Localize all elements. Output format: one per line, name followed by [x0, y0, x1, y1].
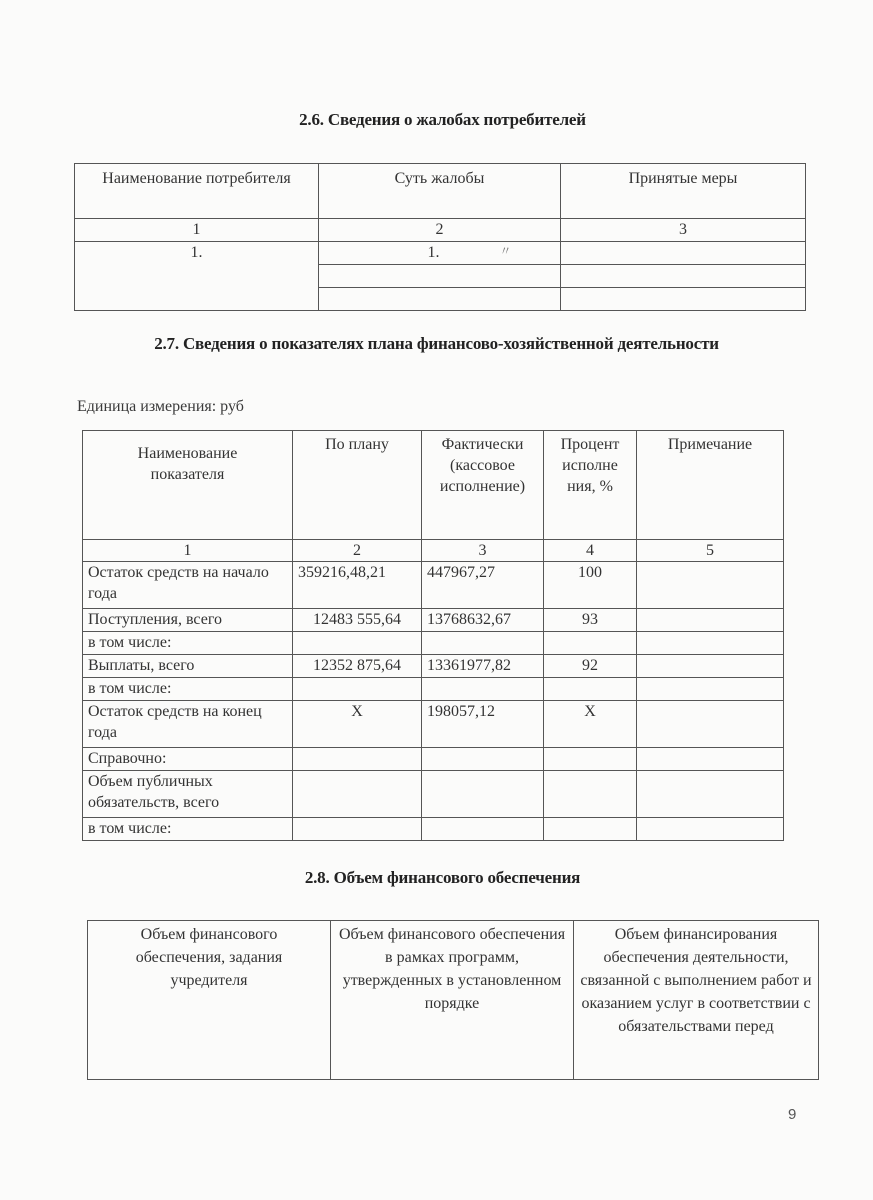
- header-plan: По плану: [293, 431, 422, 540]
- actual-value: [422, 748, 544, 771]
- financial-plan-table: [82, 430, 784, 841]
- complaint-cell: [319, 288, 561, 311]
- table-row: [83, 609, 784, 632]
- complaint-cell: [319, 242, 561, 265]
- percent-value: [544, 818, 637, 841]
- page-number: 9: [788, 1106, 797, 1123]
- plan-value: [293, 748, 422, 771]
- indicator-name: Остаток средств на начало года: [83, 562, 293, 609]
- indicator-name: Выплаты, всего: [83, 655, 293, 678]
- header-founder-task-volume: Объем финансового обеспечения, задания учредителя: [88, 921, 331, 1080]
- indicator-name: Объем публичных обязательств, всего: [83, 771, 293, 818]
- percent-value: 93: [544, 609, 637, 632]
- header-note: Примечание: [637, 431, 784, 540]
- header-measures: Принятые меры: [561, 164, 806, 219]
- plan-value: 359216,48,21: [293, 562, 422, 609]
- note-value: [637, 562, 784, 609]
- table-row: [83, 818, 784, 841]
- indicator-name: Поступления, всего: [83, 609, 293, 632]
- note-value: [637, 632, 784, 655]
- plan-value: X: [293, 701, 422, 748]
- actual-value: 447967,27: [422, 562, 544, 609]
- note-value: [637, 701, 784, 748]
- column-number-row: [83, 540, 784, 562]
- complaint-cell: [319, 265, 561, 288]
- table-row: [83, 632, 784, 655]
- unit-label: Единица измерения: руб: [77, 398, 244, 415]
- table-header-row: [83, 431, 784, 540]
- percent-value: [544, 632, 637, 655]
- actual-value: [422, 678, 544, 701]
- section-2-6-title: 2.6. Сведения о жалобах потребителей: [299, 110, 586, 129]
- percent-value: 100: [544, 562, 637, 609]
- table-row: [83, 701, 784, 748]
- header-actual: Фактически (кассовое исполнение): [422, 431, 544, 540]
- percent-value: X: [544, 701, 637, 748]
- complaints-table: [74, 163, 806, 311]
- header-complaint: Суть жалобы: [319, 164, 561, 219]
- note-value: [637, 748, 784, 771]
- table-row: [83, 562, 784, 609]
- table-row: [83, 748, 784, 771]
- measures-cell: [561, 288, 806, 311]
- actual-value: [422, 818, 544, 841]
- plan-value: 12483 555,64: [293, 609, 422, 632]
- indicator-name: в том числе:: [83, 632, 293, 655]
- column-number: 5: [637, 540, 784, 562]
- plan-value: [293, 632, 422, 655]
- table-row: [75, 242, 806, 265]
- note-value: [637, 655, 784, 678]
- percent-value: 92: [544, 655, 637, 678]
- note-value: [637, 818, 784, 841]
- plan-value: 12352 875,64: [293, 655, 422, 678]
- note-value: [637, 771, 784, 818]
- column-number: 2: [293, 540, 422, 562]
- complaint-value: 1.: [427, 244, 440, 261]
- note-value: [637, 678, 784, 701]
- financial-support-table: [87, 920, 819, 1080]
- column-number: 1: [75, 219, 319, 242]
- plan-value: [293, 678, 422, 701]
- header-programs-volume: Объем финансового обеспечения в рамках программ, утвержденных в установленном порядке: [331, 921, 574, 1080]
- consumer-cell: 1.: [75, 242, 319, 311]
- table-row: [83, 655, 784, 678]
- actual-value: [422, 771, 544, 818]
- indicator-name: Справочно:: [83, 748, 293, 771]
- actual-value: 198057,12: [422, 701, 544, 748]
- header-consumer-name: Наименование потребителя: [75, 164, 319, 219]
- plan-value: [293, 771, 422, 818]
- column-number: 1: [83, 540, 293, 562]
- table-row: [83, 771, 784, 818]
- indicator-name: Остаток средств на конец года: [83, 701, 293, 748]
- pen-mark: 〃: [499, 244, 512, 258]
- section-2-8-title: 2.8. Объем финансового обеспечения: [304, 868, 581, 887]
- header-indicator-name: Наименование показателя: [83, 431, 293, 540]
- header-percent: Процент исполне ния, %: [544, 431, 637, 540]
- measures-cell: [561, 265, 806, 288]
- actual-value: 13361977,82: [422, 655, 544, 678]
- indicator-name: в том числе:: [83, 818, 293, 841]
- column-number: 4: [544, 540, 637, 562]
- indicator-name: в том числе:: [83, 678, 293, 701]
- percent-value: [544, 678, 637, 701]
- percent-value: [544, 748, 637, 771]
- actual-value: 13768632,67: [422, 609, 544, 632]
- header-services-financing-volume: Объем финансирования обеспечения деятельности, связанной с выполнением работ и оказанием услуг в соответствии с обязательствами перед: [574, 921, 819, 1080]
- column-number: 3: [561, 219, 806, 242]
- column-number-row: [75, 219, 806, 242]
- actual-value: [422, 632, 544, 655]
- measures-cell: [561, 242, 806, 265]
- section-2-7-title: 2.7. Сведения о показателях плана финансово-хозяйственной деятельности: [154, 334, 719, 353]
- plan-value: [293, 818, 422, 841]
- table-header-row: [75, 164, 806, 219]
- note-value: [637, 609, 784, 632]
- percent-value: [544, 771, 637, 818]
- column-number: 3: [422, 540, 544, 562]
- table-header-row: [88, 921, 819, 1080]
- table-row: [83, 678, 784, 701]
- column-number: 2: [319, 219, 561, 242]
